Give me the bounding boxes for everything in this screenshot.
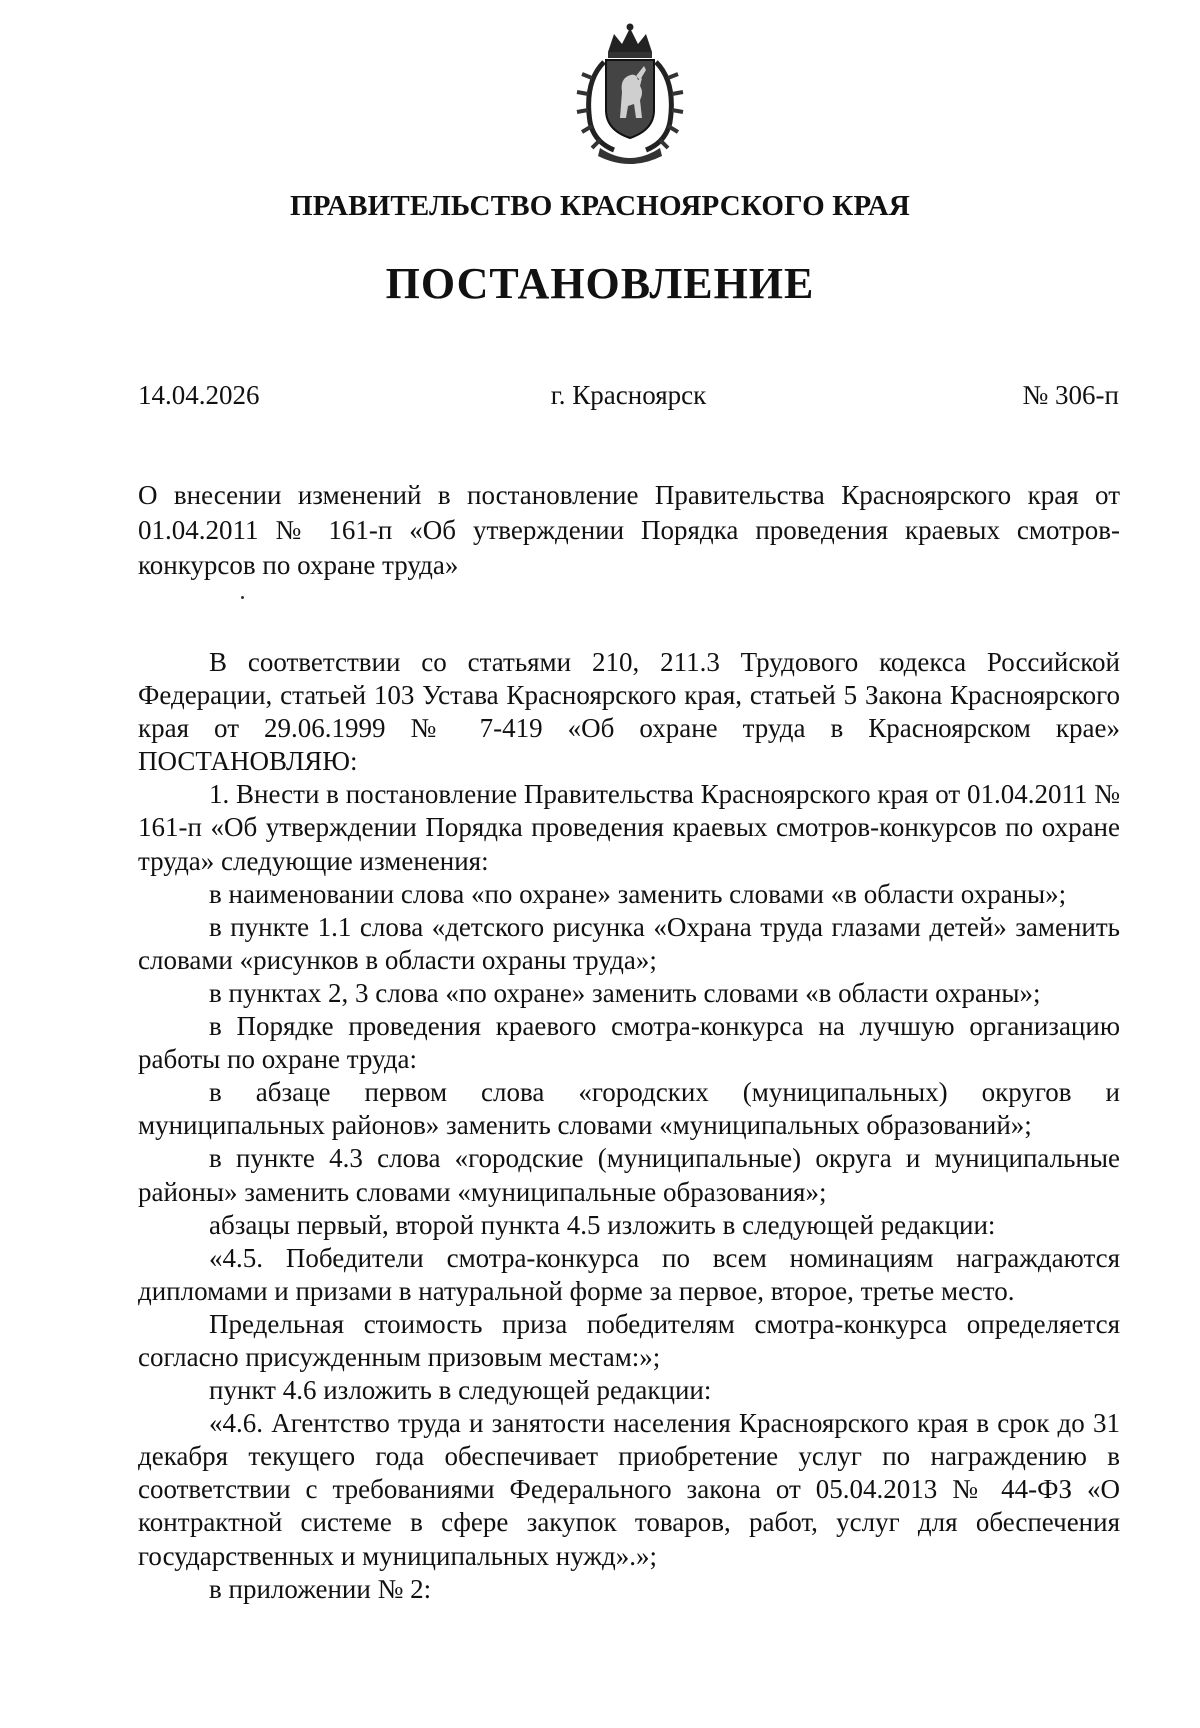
scan-speck (241, 596, 244, 599)
paragraph: в Порядке проведения краевого смотра-конкурса на лучшую организацию работы по охране труда: (138, 1011, 1120, 1075)
paragraph: пункт 4.6 изложить в следующей редакции: (209, 1375, 712, 1406)
paragraph: В соответствии со статьями 210, 211.3 Трудового кодекса Российской Федерации, статьей 103 Устава Красноярского края, статьей 5 Закона Красноярского края от 29.06.1999 № 7-419 «Об охране труда в Красноярском крае» ПОСТАНОВЛЯЮ: (138, 647, 1120, 777)
document-number: № 306-п (1022, 380, 1119, 410)
document-meta-row (138, 380, 1119, 416)
paragraph: в абзаце первом слова «городских (муниципальных) округов и муниципальных районов» заменить словами «муниципальных образований»; (138, 1077, 1120, 1141)
paragraph: в пункте 4.3 слова «городские (муниципальные) округа и муниципальные районы» заменить словами «муниципальные образования»; (138, 1143, 1120, 1207)
document-subject: О внесении изменений в постановление Правительства Красноярского края от 01.04.2011 № 161-п «Об утверждении Порядка проведения краевых смотров-конкурсов по охране труда» (138, 480, 1120, 580)
paragraph: в пункте 1.1 слова «детского рисунка «Охрана труда глазами детей» заменить словами «рисунков в области охраны труда»; (138, 911, 1120, 975)
document-date: 14.04.2026 (138, 380, 260, 410)
paragraph: 1. Внести в постановление Правительства Красноярского края от 01.04.2011 № 161-п «Об утверждении Порядка проведения краевых смотров-конкурсов по охране труда» следующие изменения: (138, 779, 1120, 876)
organization-title: ПРАВИТЕЛЬСТВО КРАСНОЯРСКОГО КРАЯ (289, 190, 911, 222)
document-body (138, 646, 1120, 1606)
paragraph: в наименовании слова «по охране» заменить словами «в области охраны»; (209, 878, 1067, 909)
paragraph: абзацы первый, второй пункта 4.5 изложить в следующей редакции: (209, 1209, 996, 1240)
paragraph: в приложении № 2: (209, 1573, 432, 1604)
coat-of-arms-icon (570, 22, 690, 168)
paragraph: «4.6. Агентство труда и занятости населения Красноярского края в срок до 31 декабря текущего года обеспечивает приобретение услуг по награждению в соответствии с требованиями Федерального закона от 05.04.2013 № 44-ФЗ «О контрактной системе в сфере закупок товаров, работ, услуг для обеспечения государственных и муниципальных нужд».»; (138, 1408, 1120, 1571)
paragraph: «4.5. Победители смотра-конкурса по всем номинациям награждаются дипломами и призами в натуральной форме за первое, второе, третье место. (138, 1242, 1120, 1306)
document-type-title: ПОСТАНОВЛЕНИЕ (385, 259, 815, 308)
paragraph: в пунктах 2, 3 слова «по охране» заменить словами «в области охраны»; (209, 977, 1041, 1008)
document-city: г. Красноярск (550, 380, 707, 410)
paragraph: Предельная стоимость приза победителям смотра-конкурса определяется согласно присужденным призовым местам:»; (138, 1308, 1120, 1372)
